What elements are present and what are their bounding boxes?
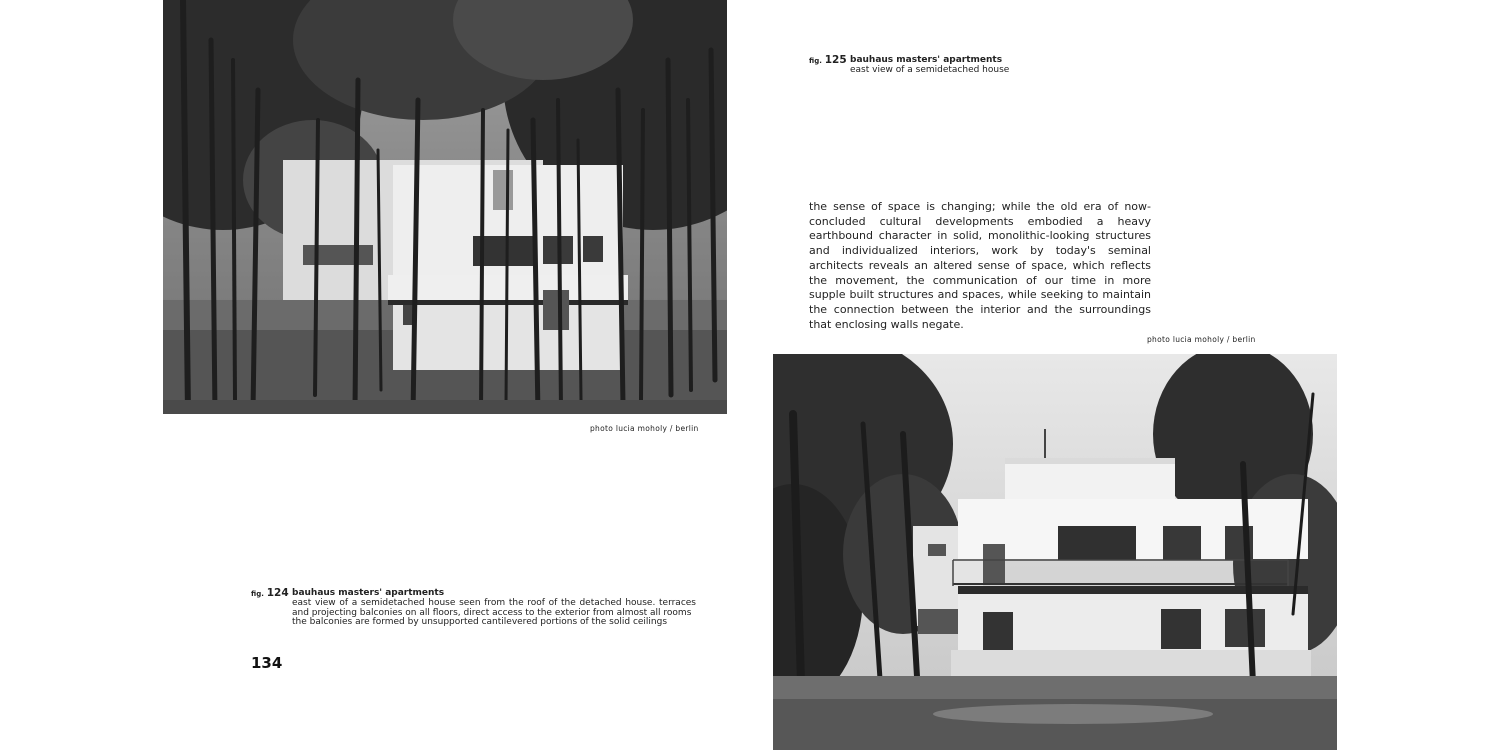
caption-text: east view of a semidetached house seen from the roof of the detached house. terraces and projecting balconies on all floors, direct access to the exterior from almost all rooms [292,597,696,618]
photo-semidetached-house [773,354,1337,750]
caption-note: the balconies are formed by unsupported cantilevered portions of the solid ceilings [292,617,668,628]
figure-number-value: 124 [266,587,289,599]
photo-credit-left: photo lucia moholy / berlin [590,424,699,433]
figure-number [251,589,289,600]
figure-number [809,56,847,67]
body-paragraph: the sense of space is changing; while the old era of now-concluded cultural developments embodied a heavy earthbound character in solid, monolithic-looking structures and individualized interiors, work by today's seminal architects reveals an altered sense of space, which reflects the movement, the communication of our time in more supple built structures and spaces, while seeking to maintain the connection between the interior and the surroundings that enclosing walls negate. [809,200,1151,331]
figure-number-value: 125 [824,54,847,66]
figure-label: fig. [809,57,822,65]
photo-house-among-pines [163,0,727,414]
photo-credit-right: photo lucia moholy / berlin [1147,335,1256,344]
page-number: 134 [251,654,283,672]
figure-label: fig. [251,590,264,598]
caption-title: bauhaus masters' apartments [292,588,445,598]
caption-text: east view of a semidetached house [850,64,1010,75]
caption-title: bauhaus masters' apartments [850,55,1003,65]
